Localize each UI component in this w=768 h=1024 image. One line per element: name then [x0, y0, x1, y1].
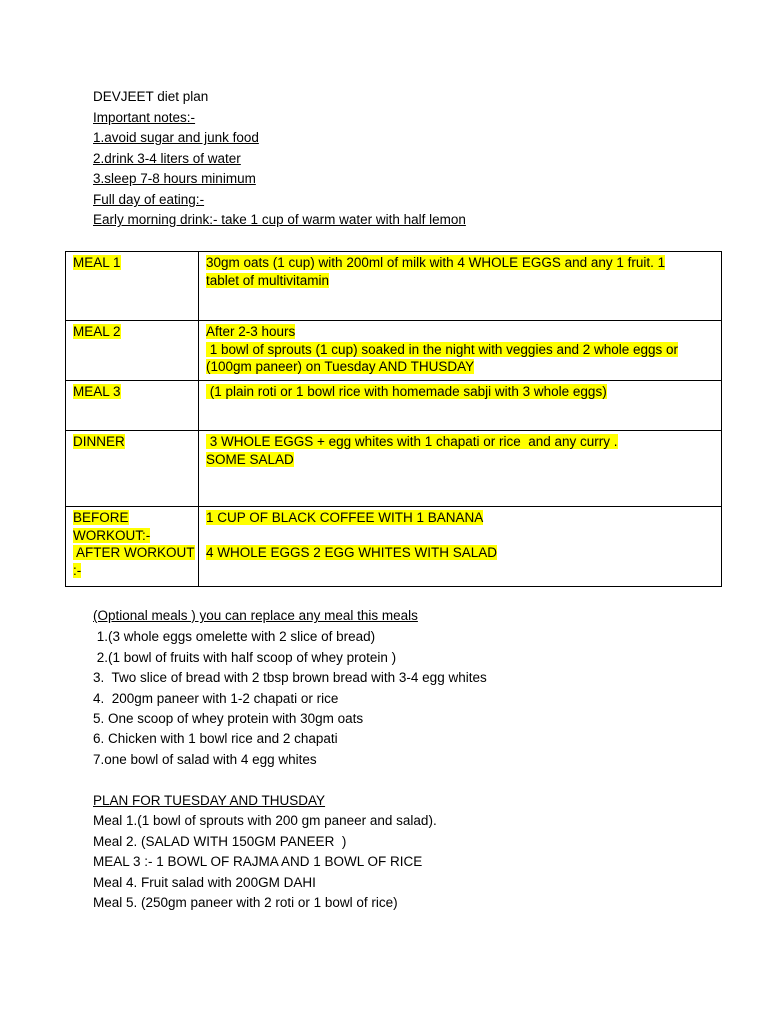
meal-detail-cell — [199, 252, 722, 321]
document-title: DEVJEET diet plan — [93, 89, 209, 104]
optional-meal-item: 1.(3 whole eggs omelette with 2 slice of bread) — [93, 629, 376, 644]
table-row — [66, 252, 722, 321]
optional-meals-heading: (Optional meals ) you can replace any meal this meals — [93, 608, 418, 623]
tuesday-plan-heading: PLAN FOR TUESDAY AND THUSDAY — [93, 793, 326, 808]
meal-label: MEAL 3 — [73, 384, 121, 399]
meal-label: MEAL 1 — [73, 255, 121, 270]
meal-detail: After 2-3 hours 1 bowl of sprouts (1 cup) soaked in the night with veggies and 2 whole eggs or (100gm paneer) on Tuesday AND THUSDAY — [206, 324, 679, 374]
meal-detail: 30gm oats (1 cup) with 200ml of milk with 4 WHOLE EGGS and any 1 fruit. 1 tablet of multivitamin — [206, 255, 666, 288]
meal-label-cell — [66, 507, 199, 587]
meal-plan-table — [65, 251, 722, 587]
table-row — [66, 381, 722, 431]
meal-detail-cell — [199, 321, 722, 381]
optional-meal-item: 4. 200gm paneer with 1-2 chapati or rice — [93, 691, 339, 706]
optional-meal-item: 2.(1 bowl of fruits with half scoop of whey protein ) — [93, 650, 397, 665]
optional-meal-item: 7.one bowl of salad with 4 egg whites — [93, 752, 317, 767]
meal-label-cell — [66, 321, 199, 381]
tuesday-plan-item: Meal 4. Fruit salad with 200GM DAHI — [93, 875, 316, 890]
meal-detail: (1 plain roti or 1 bowl rice with homemade sabji with 3 whole eggs) — [206, 384, 607, 399]
meal-detail: 1 CUP OF BLACK COFFEE WITH 1 BANANA — [206, 510, 484, 525]
optional-meal-item: 6. Chicken with 1 bowl rice and 2 chapati — [93, 731, 338, 746]
meal-label-cell — [66, 381, 199, 431]
full-day-heading: Full day of eating:- — [93, 192, 205, 207]
tuesday-plan-item: Meal 2. (SALAD WITH 150GM PANEER ) — [93, 834, 347, 849]
optional-meal-item: 5. One scoop of whey protein with 30gm oats — [93, 711, 364, 726]
meal-detail-cell — [199, 431, 722, 507]
notes-heading: Important notes:- — [93, 110, 196, 125]
table-row — [66, 507, 722, 587]
note-item: 2.drink 3-4 liters of water — [93, 151, 241, 166]
note-item: 3.sleep 7-8 hours minimum — [93, 171, 256, 186]
meal-label: BEFORE WORKOUT:- AFTER WORKOUT :- — [73, 510, 195, 578]
note-item: 1.avoid sugar and junk food — [93, 130, 259, 145]
tuesday-plan-item: MEAL 3 :- 1 BOWL OF RAJMA AND 1 BOWL OF RICE — [93, 854, 423, 869]
tuesday-plan-item: Meal 1.(1 bowl of sprouts with 200 gm paneer and salad). — [93, 813, 437, 828]
meal-label: DINNER — [73, 434, 125, 449]
table-row — [66, 431, 722, 507]
meal-label-cell — [66, 252, 199, 321]
optional-meal-item: 3. Two slice of bread with 2 tbsp brown bread with 3-4 egg whites — [93, 670, 487, 685]
early-morning-drink: Early morning drink:- take 1 cup of warm water with half lemon — [93, 212, 466, 227]
meal-detail-cell — [199, 507, 722, 587]
table-row — [66, 321, 722, 381]
meal-detail: 3 WHOLE EGGS + egg whites with 1 chapati or rice and any curry . SOME SALAD — [206, 434, 618, 467]
meal-detail: 4 WHOLE EGGS 2 EGG WHITES WITH SALAD — [206, 544, 498, 560]
meal-detail-cell — [199, 381, 722, 431]
tuesday-plan-item: Meal 5. (250gm paneer with 2 roti or 1 bowl of rice) — [93, 895, 398, 910]
meal-label: MEAL 2 — [73, 324, 121, 339]
meal-label-cell — [66, 431, 199, 507]
